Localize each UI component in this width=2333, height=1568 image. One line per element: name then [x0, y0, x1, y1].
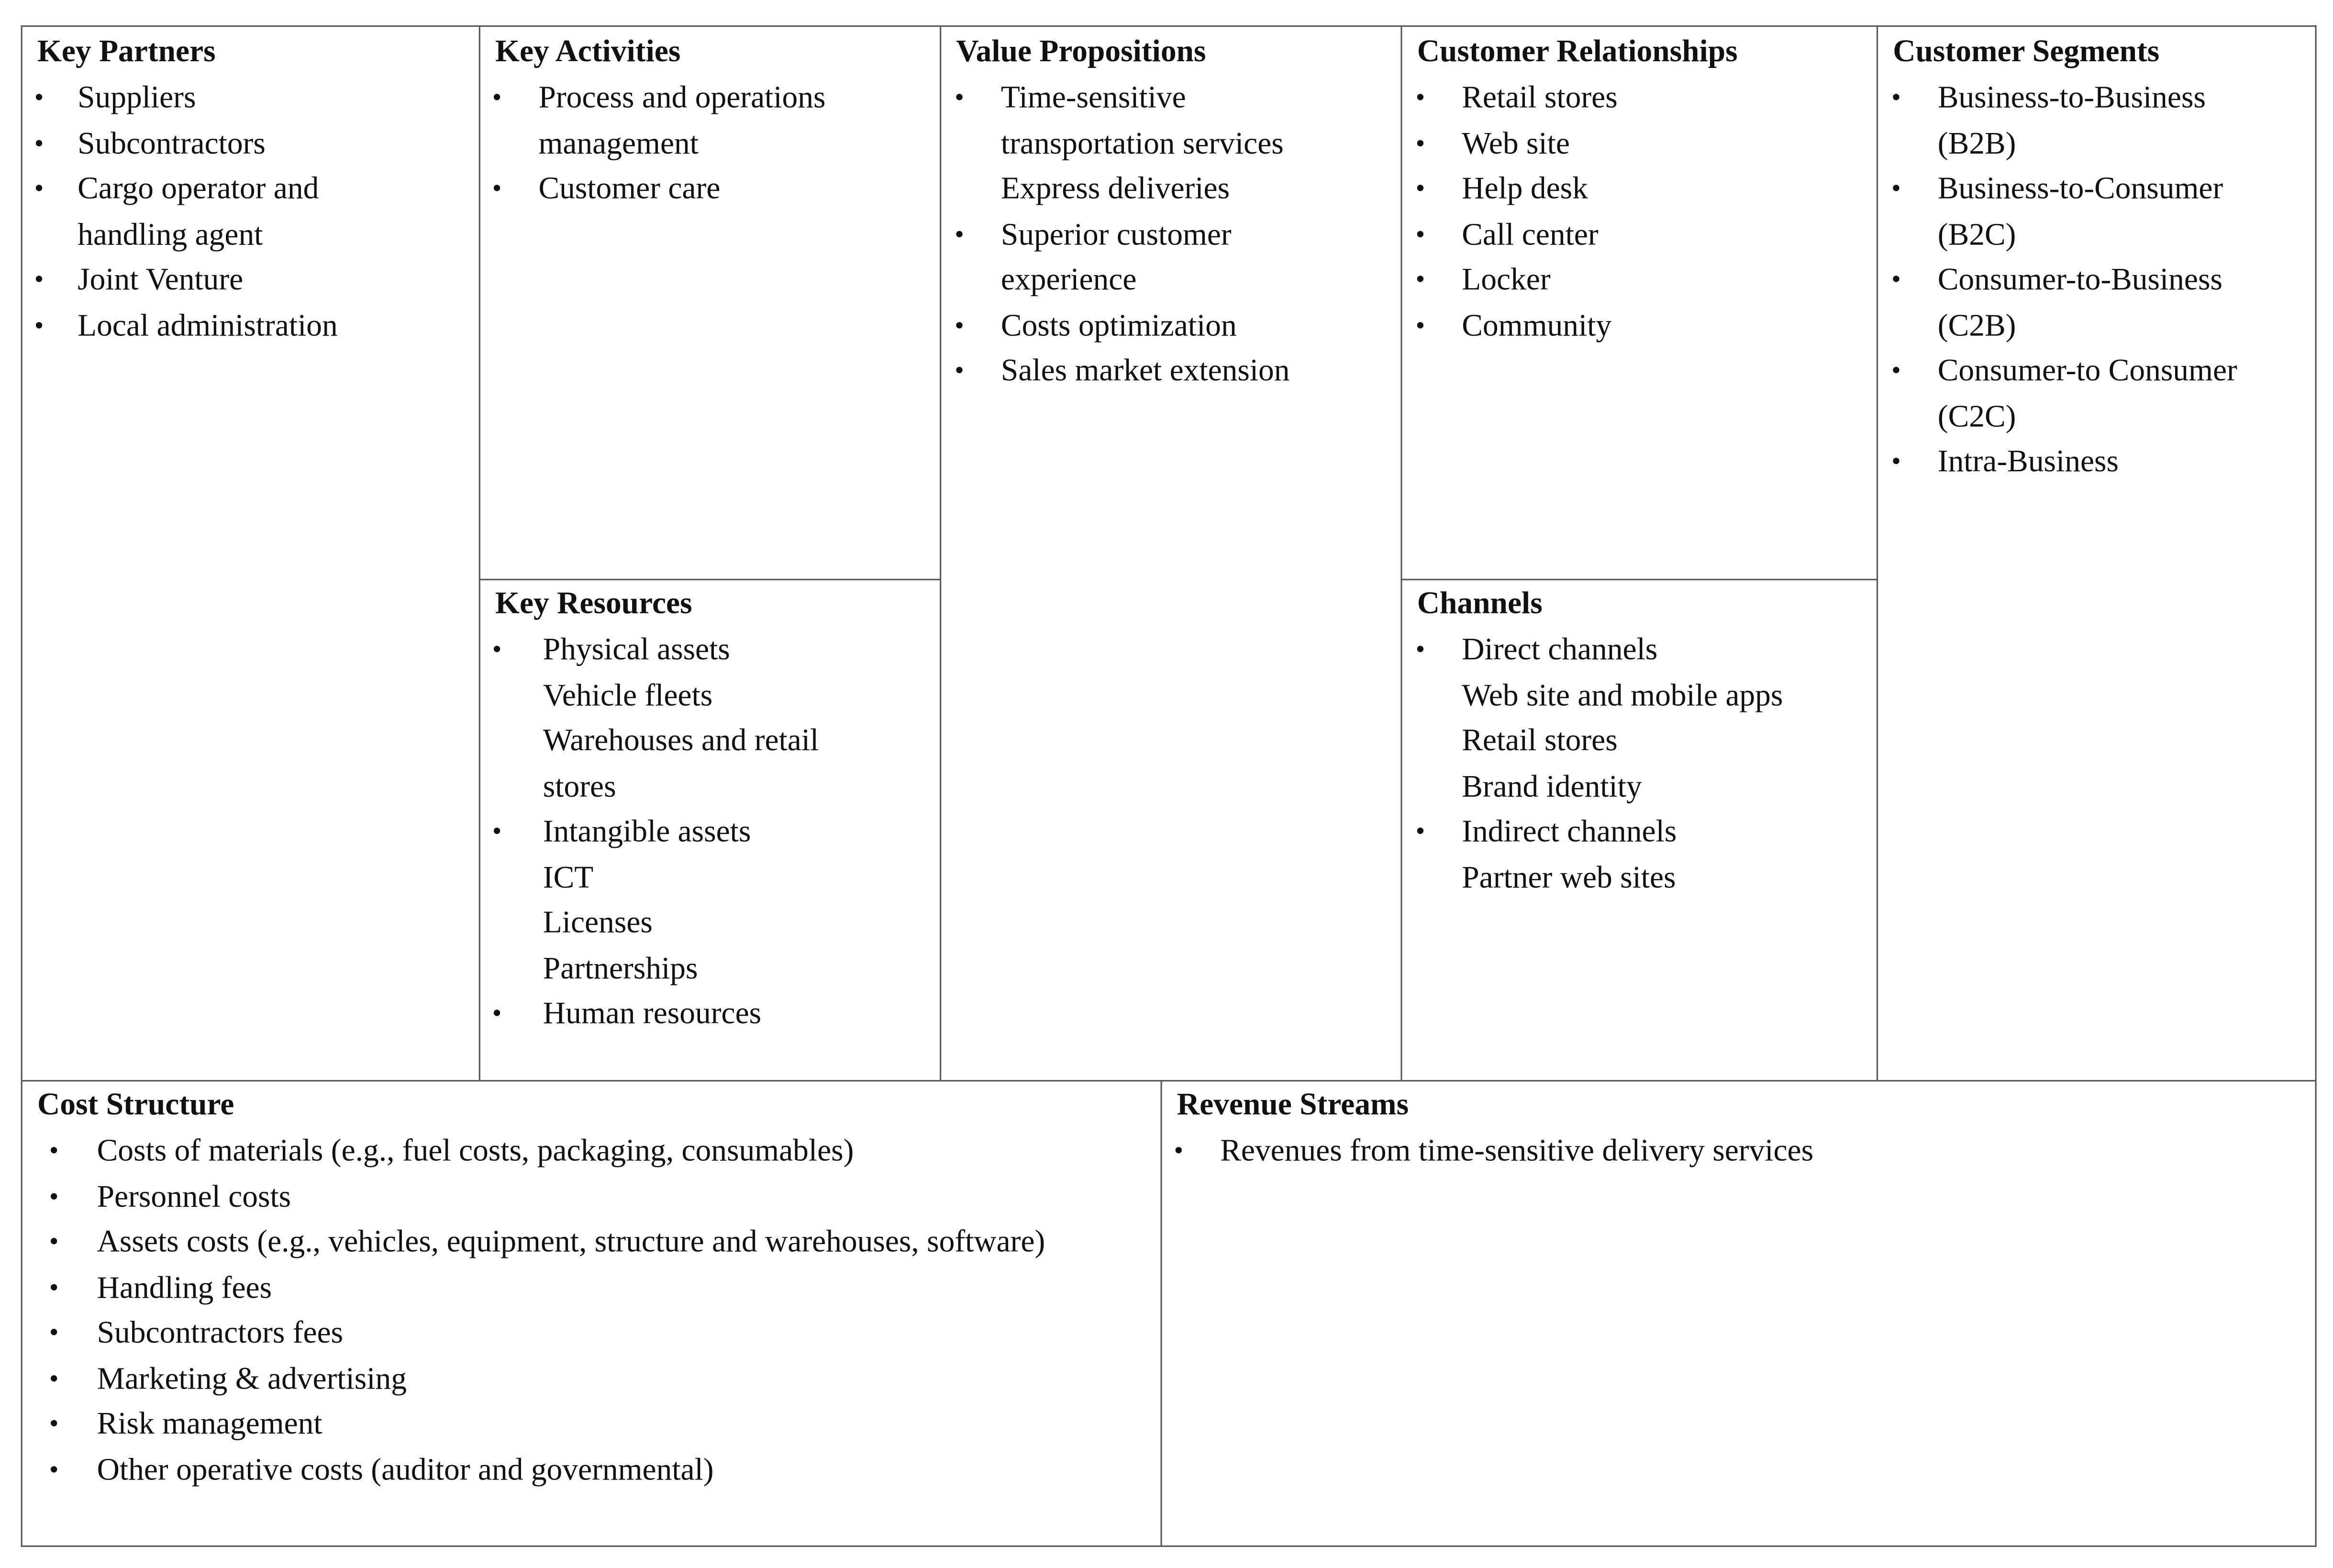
list-item-text: Risk management: [97, 1405, 322, 1441]
list-item-text: Business-to-Business: [1937, 79, 2206, 115]
customer-segments-block: [1877, 27, 2315, 1080]
list-item-text: Costs of materials (e.g., fuel costs, packaging, consumables): [97, 1132, 854, 1168]
bullet-icon: •: [49, 1408, 59, 1438]
bullet-icon: •: [49, 1135, 59, 1165]
list-item-text: Local administration: [78, 306, 338, 343]
list-item: [34, 120, 338, 166]
bullet-icon: •: [49, 1454, 59, 1484]
bullet-icon: •: [1415, 634, 1425, 664]
list-item-text: Licenses: [543, 904, 653, 940]
bullet-icon: •: [492, 998, 502, 1028]
bullet-icon: •: [955, 309, 964, 340]
list-item-text: Personnel costs: [97, 1178, 291, 1214]
list-item-text: Handling fees: [97, 1268, 272, 1305]
bullet-icon: •: [1891, 355, 1901, 385]
list-item-text: Cargo operator and: [78, 170, 319, 206]
key-resources-list: [492, 626, 819, 1036]
bullet-icon: •: [1174, 1135, 1184, 1165]
list-item-text: Sales market extension: [1000, 352, 1290, 388]
canvas-grid: [21, 25, 2317, 1547]
bullet-icon: •: [49, 1180, 59, 1211]
cost-structure-list: [49, 1128, 1045, 1492]
list-item-text: (C2B): [1937, 306, 2016, 343]
list-item: [1891, 256, 2237, 347]
bullet-icon: •: [955, 355, 964, 385]
list-item: [49, 1401, 1045, 1446]
list-item-text: experience: [1000, 261, 1137, 297]
list-item-text: Vehicle fleets: [543, 676, 713, 712]
list-item: [955, 75, 1290, 211]
list-item-text: Community: [1462, 306, 1612, 343]
key-partners-block: [22, 27, 479, 1080]
value-propositions-list: [955, 75, 1290, 393]
list-item: [955, 302, 1290, 347]
bullet-icon: •: [1891, 446, 1901, 476]
list-item-text: Time-sensitive: [1000, 79, 1186, 115]
list-item: [492, 166, 825, 211]
bullet-icon: •: [49, 1271, 59, 1302]
customer-relationships-block: [1400, 27, 1877, 579]
list-item-text: handling agent: [78, 215, 263, 252]
key-resources-block: [479, 579, 940, 1080]
list-item-text: transportation services: [1000, 124, 1284, 161]
list-item-text: ICT: [543, 858, 594, 895]
bullet-icon: •: [1415, 309, 1425, 340]
cost-structure-block: [22, 1080, 1161, 1546]
list-item-text: Direct channels: [1462, 631, 1658, 667]
bullet-icon: •: [1415, 82, 1425, 112]
list-item-text: Consumer-to-Business: [1937, 261, 2222, 297]
bullet-icon: •: [49, 1226, 59, 1257]
list-item: [49, 1219, 1045, 1264]
bullet-icon: •: [492, 173, 502, 203]
list-item-text: Locker: [1462, 261, 1551, 297]
list-item: [49, 1310, 1045, 1355]
key-resources-title: Key Resources: [495, 585, 692, 621]
channels-list: [1415, 626, 1783, 900]
list-item: [1415, 211, 1617, 256]
list-item-text: Express deliveries: [1000, 170, 1230, 206]
bullet-icon: •: [49, 1317, 59, 1347]
list-item: [1415, 626, 1783, 808]
list-item: [34, 166, 338, 256]
channels-block: [1400, 579, 1877, 1080]
list-item-text: Help desk: [1462, 170, 1588, 206]
list-item: [1415, 256, 1617, 302]
list-item-text: Marketing & advertising: [97, 1359, 407, 1396]
customer-relationships-title: Customer Relationships: [1417, 33, 1738, 69]
list-item-text: Warehouses and retail: [543, 722, 819, 758]
list-item: [1891, 347, 2237, 438]
list-item-text: Other operative costs (auditor and governmental): [97, 1450, 714, 1487]
list-item-text: Partner web sites: [1462, 858, 1676, 895]
list-item: [49, 1128, 1045, 1173]
bullet-icon: •: [492, 82, 502, 112]
list-item-text: Joint Venture: [78, 261, 244, 297]
key-partners-title: Key Partners: [37, 33, 216, 69]
list-item-text: Suppliers: [78, 79, 196, 115]
list-item-text: Retail stores: [1462, 79, 1618, 115]
list-item-text: Indirect channels: [1462, 813, 1677, 849]
list-item: [1415, 120, 1617, 166]
list-item: [1174, 1128, 1814, 1173]
value-propositions-title: Value Propositions: [956, 33, 1206, 69]
list-item-text: (B2C): [1937, 215, 2016, 252]
bullet-icon: •: [492, 634, 502, 664]
bullet-icon: •: [1415, 816, 1425, 846]
list-item: [1415, 75, 1618, 120]
list-item: [1891, 439, 2237, 484]
list-item: [492, 75, 826, 166]
customer-segments-list: [1891, 75, 2237, 484]
list-item: [34, 75, 338, 120]
bullet-icon: •: [1415, 173, 1425, 203]
list-item: [1891, 166, 2237, 256]
list-item-text: Costs optimization: [1000, 306, 1237, 343]
list-item: [49, 1264, 1045, 1310]
key-activities-list: [492, 75, 826, 211]
revenue-streams-title: Revenue Streams: [1177, 1086, 1409, 1122]
key-partners-list: [34, 75, 338, 348]
list-item: [34, 302, 338, 347]
bullet-icon: •: [34, 309, 44, 340]
bullet-icon: •: [1415, 218, 1425, 249]
cost-structure-title: Cost Structure: [37, 1086, 234, 1122]
list-item: [492, 809, 819, 990]
bullet-icon: •: [34, 127, 44, 157]
list-item-text: Revenues from time-sensitive delivery services: [1220, 1132, 1814, 1168]
customer-segments-title: Customer Segments: [1893, 33, 2160, 69]
list-item-text: Consumer-to Consumer: [1937, 352, 2237, 388]
bullet-icon: •: [1415, 127, 1425, 157]
list-item-text: Process and operations: [538, 79, 826, 115]
key-activities-title: Key Activities: [495, 33, 681, 69]
customer-relationships-list: [1415, 75, 1618, 348]
list-item-text: Physical assets: [543, 631, 730, 667]
list-item-text: Subcontractors: [78, 124, 266, 161]
list-item-text: Human resources: [543, 995, 762, 1031]
bullet-icon: •: [1891, 264, 1901, 294]
list-item-text: (C2C): [1937, 397, 2016, 434]
list-item-text: Partnerships: [543, 949, 698, 986]
list-item: [492, 990, 819, 1036]
list-item-text: Web site and mobile apps: [1462, 676, 1783, 712]
bullet-icon: •: [492, 816, 502, 846]
bullet-icon: •: [1891, 173, 1901, 203]
list-item-text: Assets costs (e.g., vehicles, equipment, structure and warehouses, software): [97, 1223, 1045, 1259]
list-item: [49, 1446, 1045, 1492]
list-item: [49, 1173, 1045, 1219]
list-item-text: stores: [543, 767, 616, 803]
bullet-icon: •: [955, 82, 964, 112]
list-item-text: Call center: [1462, 215, 1599, 252]
list-item: [955, 211, 1290, 302]
list-item: [1415, 809, 1783, 900]
list-item: [1415, 302, 1617, 347]
list-item-text: Retail stores: [1462, 722, 1618, 758]
bullet-icon: •: [1415, 264, 1425, 294]
list-item-text: Web site: [1462, 124, 1570, 161]
channels-title: Channels: [1417, 585, 1543, 621]
list-item: [1891, 75, 2237, 166]
bullet-icon: •: [34, 82, 44, 112]
bullet-icon: •: [955, 218, 964, 249]
revenue-streams-list: [1174, 1128, 1814, 1173]
list-item-text: (B2B): [1937, 124, 2016, 161]
value-propositions-block: [940, 27, 1400, 1080]
bullet-icon: •: [1891, 82, 1901, 112]
list-item-text: Customer care: [538, 170, 721, 206]
bullet-icon: •: [34, 264, 44, 294]
list-item-text: Brand identity: [1462, 767, 1642, 803]
list-item-text: Intra-Business: [1937, 443, 2119, 479]
list-item: [1415, 166, 1617, 211]
list-item: [492, 626, 819, 808]
list-item-text: Subcontractors fees: [97, 1314, 344, 1350]
key-activities-block: [479, 27, 940, 579]
bullet-icon: •: [34, 173, 44, 203]
list-item: [955, 347, 1290, 393]
list-item-text: management: [538, 124, 699, 161]
list-item: [34, 256, 338, 302]
list-item-text: Intangible assets: [543, 813, 751, 849]
list-item-text: Superior customer: [1000, 215, 1232, 252]
bullet-icon: •: [49, 1362, 59, 1393]
list-item: [49, 1355, 1045, 1401]
revenue-streams-block: [1160, 1080, 2315, 1546]
list-item-text: Business-to-Consumer: [1937, 170, 2223, 206]
